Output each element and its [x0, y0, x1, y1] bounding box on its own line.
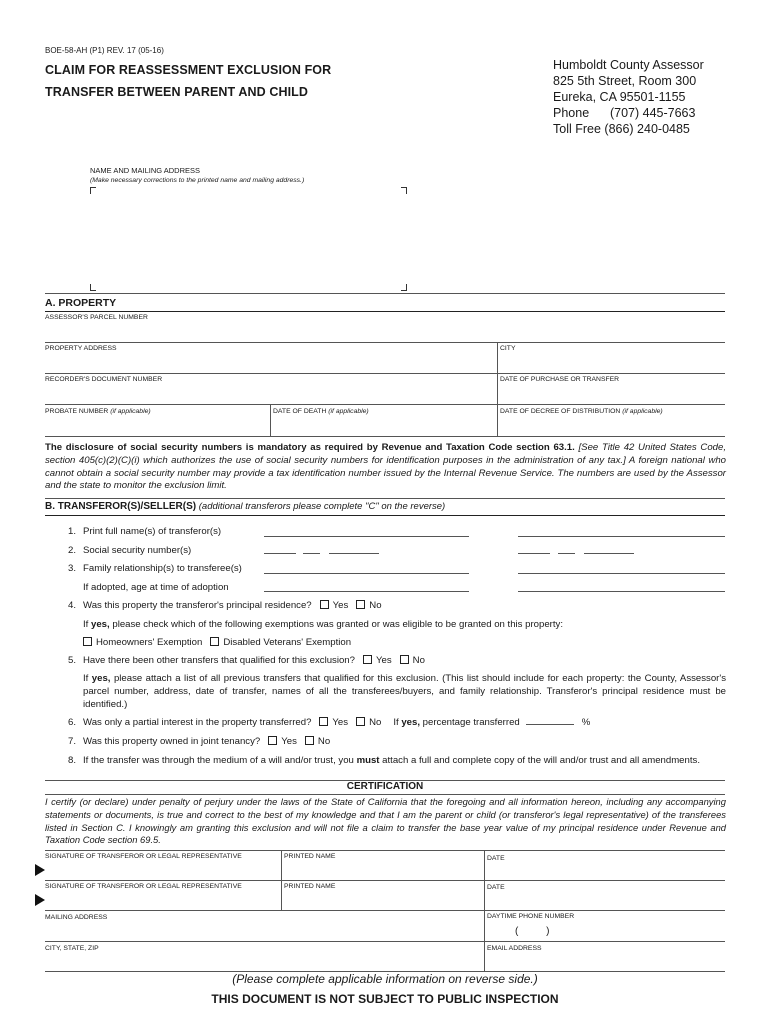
mailing-address-label: NAME AND MAILING ADDRESS: [90, 166, 201, 175]
ssn-field-2b[interactable]: [558, 553, 575, 554]
confidentiality-notice: THIS DOCUMENT IS NOT SUBJECT TO PUBLIC INSPECTION: [211, 992, 559, 1006]
divider: [45, 311, 725, 312]
divider: [45, 342, 725, 343]
question-3b: If adopted, age at time of adoption: [83, 582, 229, 593]
city-label: CITY: [500, 345, 516, 352]
q4-no-checkbox[interactable]: [356, 600, 365, 609]
office-street: 825 5th Street, Room 300: [553, 74, 697, 88]
signature-label-1: SIGNATURE OF TRANSFEROR OR LEGAL REPRESENTATIVE: [45, 853, 242, 860]
date-death-label: DATE OF DEATH (if applicable): [273, 408, 369, 415]
date-label-1: DATE: [487, 855, 505, 862]
recorder-doc-field[interactable]: [45, 385, 495, 403]
mailing-address-field[interactable]: [45, 923, 482, 940]
email-label: EMAIL ADDRESS: [487, 945, 542, 952]
divider: [45, 293, 725, 294]
divider: [484, 850, 485, 880]
adoption-age-field-1[interactable]: [264, 591, 469, 592]
ssn-field-1a[interactable]: [264, 553, 296, 554]
section-b-heading: B. TRANSFEROR(S)/SELLER(S) (additional transferors please complete "C" on the reverse): [45, 501, 446, 512]
city-state-zip-field[interactable]: [45, 954, 482, 970]
ssn-field-2a[interactable]: [518, 553, 550, 554]
q4-yes-checkbox[interactable]: [320, 600, 329, 609]
city-state-zip-label: CITY, STATE, ZIP: [45, 945, 99, 952]
date-field-2[interactable]: [487, 894, 725, 909]
q7-yes-checkbox[interactable]: [268, 736, 277, 745]
divider: [281, 850, 282, 880]
homeowners-exemption-checkbox[interactable]: [83, 637, 92, 646]
q6-no-checkbox[interactable]: [356, 717, 365, 726]
date-purchase-label: DATE OF PURCHASE OR TRANSFER: [500, 376, 620, 383]
email-field[interactable]: [487, 954, 725, 970]
divider: [45, 910, 725, 911]
transferor-name-field-1[interactable]: [264, 536, 469, 537]
office-city: Eureka, CA 95501-1155: [553, 90, 686, 104]
reverse-side-note: (Please complete applicable information on reverse side.): [232, 972, 538, 986]
veterans-exemption-checkbox[interactable]: [210, 637, 219, 646]
exemption-options: Homeowners' Exemption Disabled Veterans' Exemption: [75, 637, 351, 648]
divider: [45, 404, 725, 405]
question-8: If the transfer was through the medium of a will and/or trust, you must attach a full and complete copy of the will and/or trust and all amendments.: [83, 755, 700, 766]
signature-label-2: SIGNATURE OF TRANSFEROR OR LEGAL REPRESENTATIVE: [45, 883, 242, 890]
city-field[interactable]: [500, 354, 725, 372]
divider: [270, 404, 271, 436]
question-5-followup: If yes, please attach a list of all previous transfers that qualified for this exclusion. (This list should include for each property: the County, Assessor's parcel number, address, date of transfer, names of all the transferees/buyers, and family relationship. Transferor's principal residence must be identified.): [83, 673, 727, 710]
relationship-field-1[interactable]: [264, 573, 469, 574]
printed-name-field-2[interactable]: [284, 892, 482, 909]
divider: [45, 373, 725, 374]
divider: [45, 794, 725, 795]
divider: [45, 850, 725, 851]
ssn-field-1c[interactable]: [329, 553, 379, 554]
q7-no-checkbox[interactable]: [305, 736, 314, 745]
apn-field[interactable]: [45, 323, 725, 341]
sign-here-arrow-icon: [35, 894, 45, 906]
date-field-1[interactable]: [487, 864, 725, 879]
date-label-2: DATE: [487, 884, 505, 891]
relationship-field-2[interactable]: [518, 573, 725, 574]
question-6: 6. Was only a partial interest in the property transferred? Yes No If yes, percentage transferred %: [68, 717, 591, 728]
divider: [45, 515, 725, 516]
date-decree-label: DATE OF DECREE OF DISTRIBUTION (if applicable): [500, 408, 663, 415]
q6-yes-checkbox[interactable]: [319, 717, 328, 726]
assessor-office-block: [553, 57, 704, 137]
divider: [45, 498, 725, 499]
q5-no-checkbox[interactable]: [400, 655, 409, 664]
printed-name-field-1[interactable]: [284, 862, 482, 879]
date-death-field[interactable]: [273, 417, 495, 435]
property-address-label: PROPERTY ADDRESS: [45, 345, 117, 352]
mailing-address-note: (Make necessary corrections to the printed name and mailing address.): [90, 177, 305, 184]
question-1: 1. Print full name(s) of transferor(s): [68, 526, 222, 537]
form-title-line1: CLAIM FOR REASSESSMENT EXCLUSION FOR: [45, 63, 332, 77]
printed-name-label-1: PRINTED NAME: [284, 853, 336, 860]
printed-name-label-2: PRINTED NAME: [284, 883, 336, 890]
divider: [484, 880, 485, 910]
question-2: 2. Social security number(s): [68, 545, 192, 556]
ssn-disclosure-notice: The disclosure of social security numbers is mandatory as required by Revenue and Taxation Code section 63.1. [See Title 42 United States Code, section 405(c)(2)(C)(i) which authorizes the use of social security numbers for identification purposes in the administration of any tax.] A foreign national who cannot obtain a social security number may provide a tax identification number issued by the Internal Revenue Service. The numbers are used by the Assessor and the state to monitor the exclusion limit.: [45, 442, 726, 492]
date-decree-field[interactable]: [500, 417, 725, 435]
probate-number-label: PROBATE NUMBER (if applicable): [45, 408, 151, 415]
mailing-address-field-label: MAILING ADDRESS: [45, 914, 108, 921]
adoption-age-field-2[interactable]: [518, 591, 725, 592]
date-purchase-field[interactable]: [500, 385, 725, 403]
question-4-followup: If yes, please check which of the following exemptions was granted or was eligible to be granted on this property:: [83, 619, 563, 630]
divider: [281, 880, 282, 910]
question-5: 5. Have there been other transfers that qualified for this exclusion? Yes No: [68, 655, 425, 666]
ssn-field-2c[interactable]: [584, 553, 634, 554]
question-7: 7. Was this property owned in joint tenancy? Yes No: [68, 736, 331, 747]
mailing-address-window[interactable]: [90, 190, 407, 288]
form-title-line2: TRANSFER BETWEEN PARENT AND CHILD: [45, 85, 309, 99]
sign-here-arrow-icon: [35, 864, 45, 876]
question-8-num: 8.: [68, 755, 77, 766]
divider: [497, 342, 498, 373]
question-3: 3. Family relationship(s) to transferee(s): [68, 563, 242, 574]
divider: [45, 880, 725, 881]
divider: [497, 373, 498, 404]
divider: [497, 404, 498, 436]
recorder-doc-label: RECORDER'S DOCUMENT NUMBER: [45, 376, 163, 383]
probate-number-field[interactable]: [45, 417, 267, 435]
office-toll-free: Toll Free (866) 240-0485: [553, 122, 690, 136]
section-a-heading: A. PROPERTY: [45, 297, 117, 309]
transferor-name-field-2[interactable]: [518, 536, 725, 537]
form-code: BOE-58-AH (P1) REV. 17 (05-16): [45, 46, 164, 55]
office-name: Humboldt County Assessor: [553, 58, 704, 72]
divider: [45, 941, 725, 942]
certification-statement: I certify (or declare) under penalty of perjury under the laws of the State of California that the foregoing and all information hereon, including any accompanying statements or documents, is true and correct to the best of my knowledge and that I am the parent or child (or transferor's legal representative) of the transferees listed in Section C. I knowingly am granting this exclusion and will not file a claim to transfer the base year value of my principal residence under Revenue and Taxation Code section 69.5.: [45, 796, 726, 846]
signature-field-1[interactable]: [48, 862, 278, 879]
daytime-phone-field[interactable]: ( ): [515, 926, 550, 937]
office-phone: Phone (707) 445-7663: [553, 106, 696, 120]
question-4: 4. Was this property the transferor's principal residence? Yes No: [68, 600, 382, 611]
ssn-field-1b[interactable]: [303, 553, 320, 554]
signature-field-2[interactable]: [48, 892, 278, 909]
percentage-field[interactable]: [526, 724, 574, 725]
certification-title: CERTIFICATION: [346, 781, 424, 792]
property-address-field[interactable]: [45, 354, 495, 372]
apn-label: ASSESSOR'S PARCEL NUMBER: [45, 314, 148, 321]
divider: [45, 436, 725, 437]
q5-yes-checkbox[interactable]: [363, 655, 372, 664]
daytime-phone-label: DAYTIME PHONE NUMBER: [487, 913, 575, 920]
